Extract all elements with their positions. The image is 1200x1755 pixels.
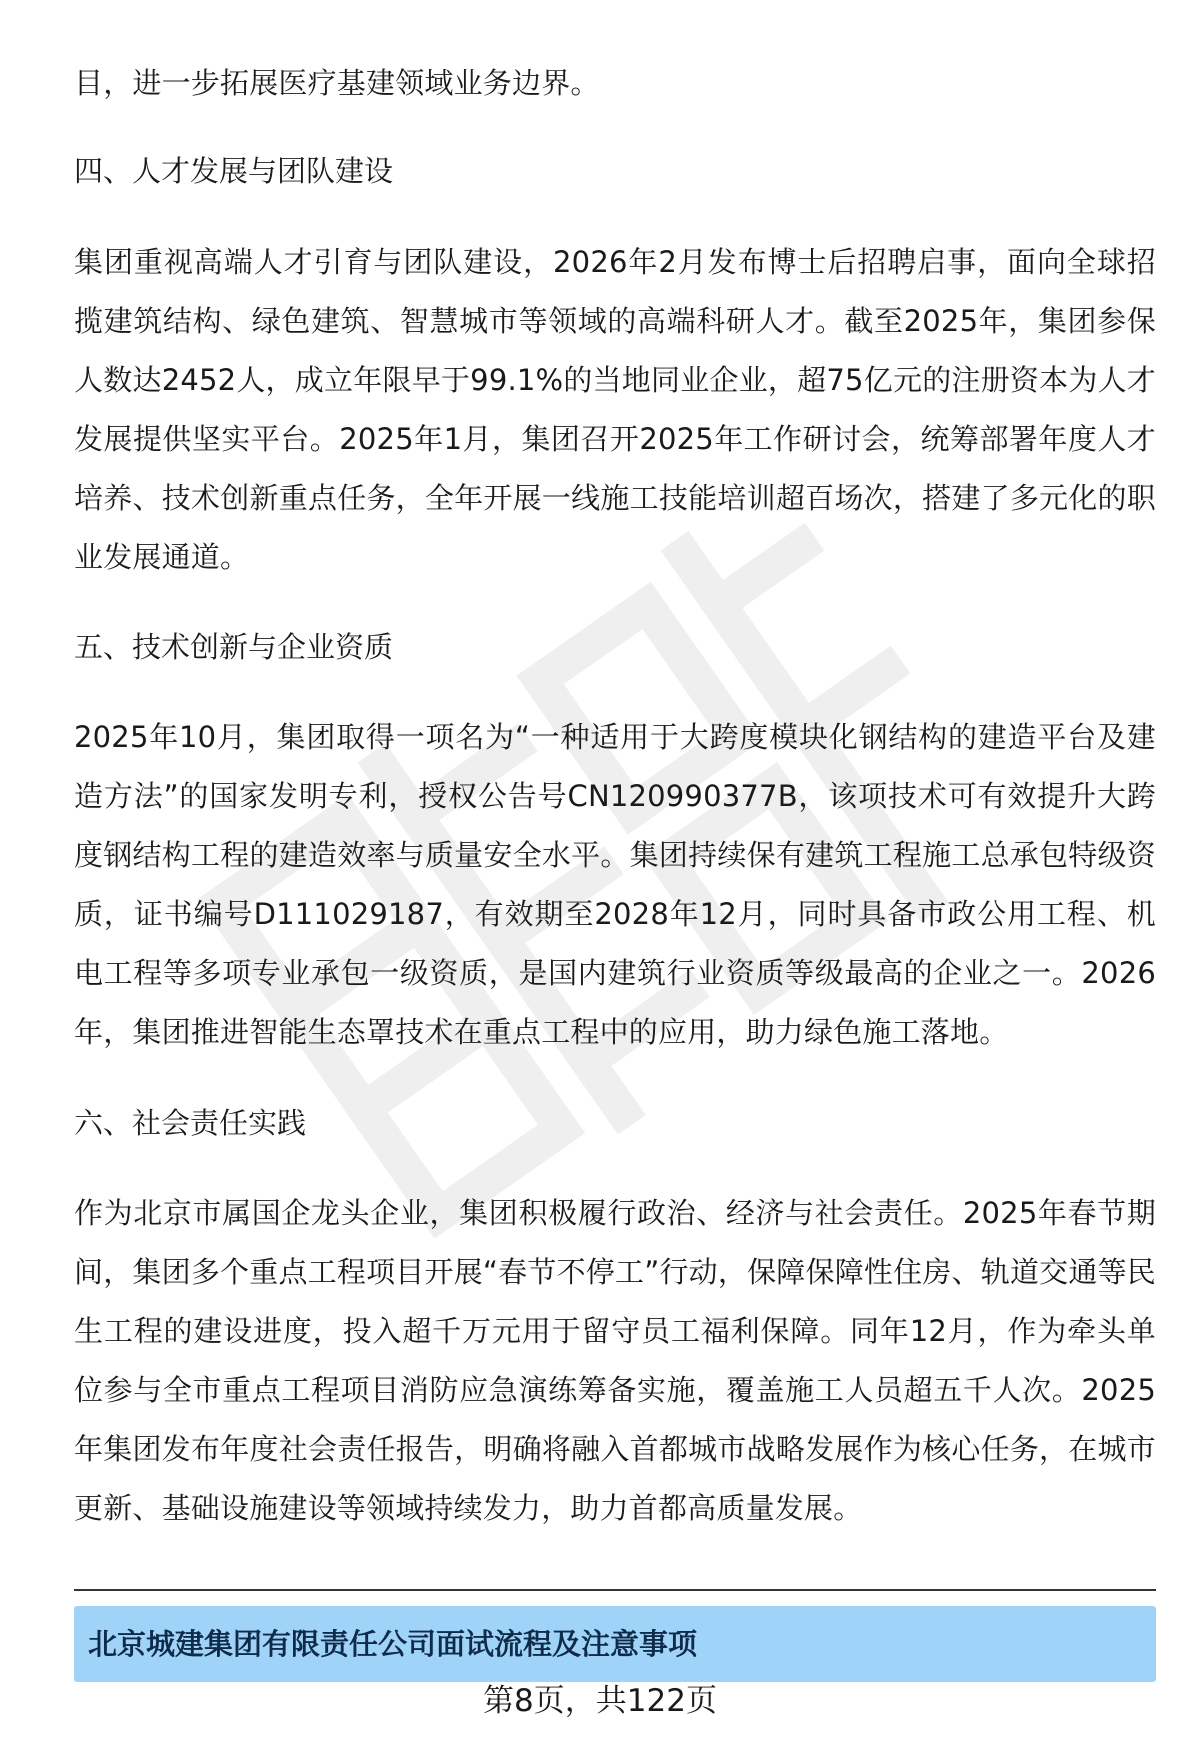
intro-paragraph-tail: 目，进一步拓展医疗基建领域业务边界。: [74, 66, 600, 100]
footer-divider: [74, 1589, 1156, 1591]
section-body-talent: 集团重视高端人才引育与团队建设，2026年2月发布博士后招聘启事，面向全球招揽建筑结构、绿色建筑、智慧城市等领域的高端科研人才。截至2025年，集团参保人数达2452人，成立年限早于99.1%的当地同业企业，超75亿元的注册资本为人才发展提供坚实平台。2025年1月，集团召开2025年工作研讨会，统筹部署年度人才培养、技术创新重点任务，全年开展一线施工技能培训超百场次，搭建了多元化的职业发展通道。: [74, 245, 1156, 574]
page-indicator: 第8页，共122页: [483, 1683, 717, 1719]
section-heading-social-responsibility: 六、社会责任实践: [74, 1106, 307, 1140]
section-heading-innovation: 五、技术创新与企业资质: [74, 630, 394, 664]
section-body-innovation: 2025年10月，集团取得一项名为“一种适用于大跨度模块化钢结构的建造平台及建造方法”的国家发明专利，授权公告号CN120990377B，该项技术可有效提升大跨度钢结构工程的建造效率与质量安全水平。集团持续保有建筑工程施工总承包特级资质，证书编号D111029187，有效期至2028年12月，同时具备市政公用工程、机电工程等多项专业承包一级资质，是国内建筑行业资质等级最高的企业之一。2026年，集团推进智能生态罩技术在重点工程中的应用，助力绿色施工落地。: [74, 720, 1156, 1049]
section-body-social-responsibility: 作为北京市属国企龙头企业，集团积极履行政治、经济与社会责任。2025年春节期间，集团多个重点工程项目开展“春节不停工”行动，保障保障性住房、轨道交通等民生工程的建设进度，投入超千万元用于留守员工福利保障。同年12月，作为牵头单位参与全市重点工程项目消防应急演练筹备实施，覆盖施工人员超五千人次。2025年集团发布年度社会责任报告，明确将融入首都城市战略发展作为核心任务，在城市更新、基础设施建设等领域持续发力，助力首都高质量发展。: [74, 1196, 1156, 1525]
section-heading-talent: 四、人才发展与团队建设: [74, 154, 394, 188]
footer-banner: [74, 1606, 1156, 1682]
footer-banner-title: 北京城建集团有限责任公司面试流程及注意事项: [88, 1627, 698, 1661]
